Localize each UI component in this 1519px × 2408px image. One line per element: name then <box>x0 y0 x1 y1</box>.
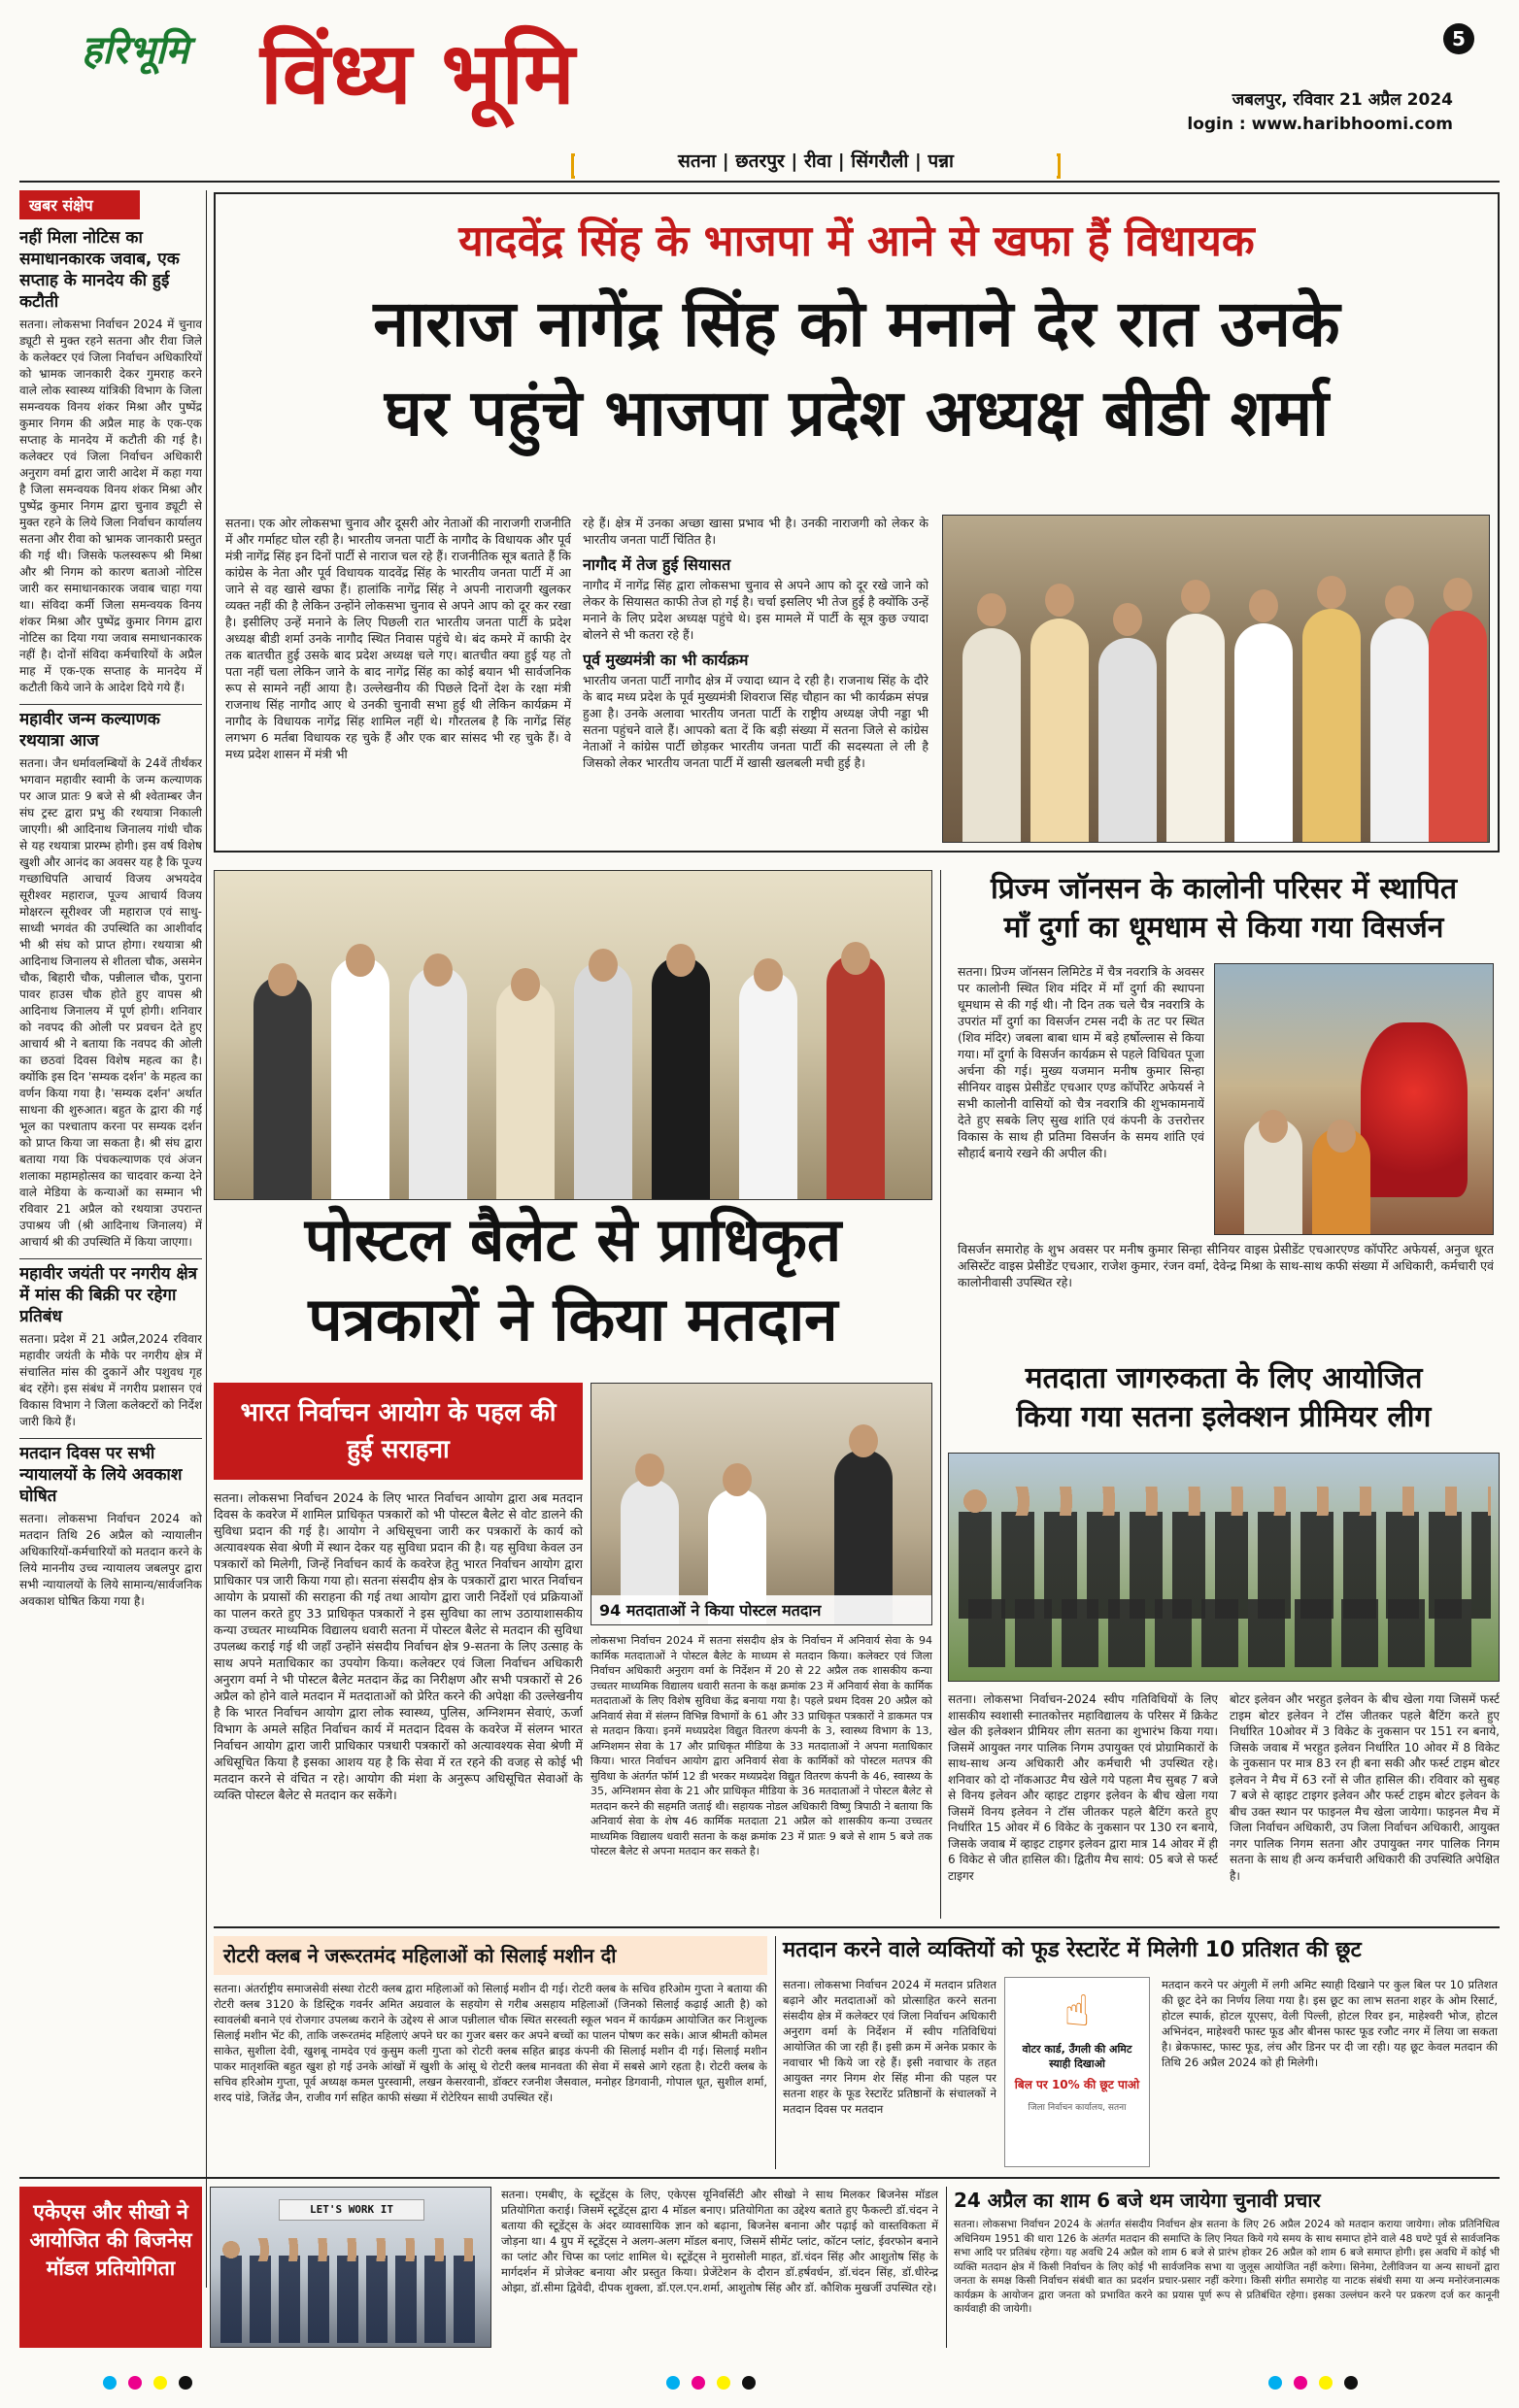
registration-dot <box>103 2376 117 2390</box>
cricket-headline-line1: मतदाता जागरुकता के लिए आयोजित <box>1025 1361 1423 1395</box>
registration-dots-right <box>1263 2375 1364 2393</box>
campaign-headline: 24 अप्रैल का शाम 6 बजे थम जायेगा चुनावी प्रचार <box>954 2189 1321 2212</box>
column-rule <box>940 870 941 1919</box>
sidebar-item <box>19 704 202 1251</box>
postal-main-photo <box>214 870 932 1200</box>
postal-headline-line1: पोस्टल बैलेट से प्राधिकृत <box>304 1204 842 1275</box>
business-photo <box>210 2187 491 2348</box>
lead-photo <box>942 515 1490 843</box>
sidebar-rule <box>206 190 207 2288</box>
dateline: जबलपुर, रविवार 21 अप्रैल 2024 <box>1232 90 1453 110</box>
registration-dot <box>179 2376 192 2390</box>
registration-dot <box>692 2376 705 2390</box>
lead-headline-line2: घर पहुंचे भाजपा प्रदेश अध्यक्ष बीडी शर्मा <box>384 376 1330 451</box>
food-col2: मतदान करने पर अंगुली में लगी अमिट स्याही दिखाने पर कुल बिल पर 10 प्रतिशत की छूट देने का निर्णय लिया गया है। इस छूट का लाभ सतना शहर के ओम रिसार्ट, होटल स्पार्क, होटल यूएसए, वेली पिल्ली, होटल रिवर इन, माहेश्वरी भोज, होटल अभिनंदन, माहेश्वरी फास्ट फूड और बीनस फास्ट फूड रजौट नगर में लिया जा सकता है। ब्रेकफास्ट, फास्ट फूड, लंच और डिनर पर दी जा रही। यह छूट केवल मतदान की तिथि 26 अप्रैल 2024 को ही मिलेगी। <box>1162 1978 1498 2069</box>
postal-sidehead: भारत निर्वाचन आयोग के पहल की हुई सराहना <box>214 1383 583 1480</box>
column-rule <box>946 2187 947 2348</box>
campaign-body: सतना। लोकसभा निर्वाचन 2024 के अंतर्गत संसदीय निर्वाचन क्षेत्र सतना के लिए 26 अप्रैल 2024 को मतदान कराया जायेगा। लोक प्रतिनिधित्व अधिनियम 1951 की धारा 126 के अंतर्गत मतदान की समाप्ति के लिए नियत किये गये समय के साथ समाप्त होने वाले 48 घण्टे पूर्व से सार्वजनिक सभा आदि पर प्रतिबंध रहेगा। यह अवधि 24 अप्रैल को शाम 6 बजे से प्रारंभ होकर 26 अप्रैल को शाम 6 बजे समाप्त होगी। इस अवधि में कोई भी व्यक्ति मतदान क्षेत्र में किसी निर्वाचन के लिए कोई भी सार्वजनिक सभा या जुलूस आयोजित नहीं करेगा। सिनेमा, टेलीविजन या अन्य साधनों द्वारा जनता के समक्ष किसी निर्वाचन संबंधी बात का प्रदर्शन प्रचार-प्रसार नहीं करेगा। किसी संगीत समारोह या नाटक संबंधी समा या अन्य मनोरंजनात्मक कार्यक्रम के आयोजन द्वारा जनता को प्रभावित करने का प्रयास पूर्ण रूप से प्रतिबंधित रहेगा। इसका उल्लंघन करने पर प्रकरण दर्ज कर कानूनी कार्यवाही की जायेगी। <box>954 2219 1500 2315</box>
postal-headline-line2: पत्रकारों ने किया मतदान <box>308 1284 838 1354</box>
prism-photo <box>1214 963 1494 1235</box>
sidebar-item <box>19 227 202 696</box>
registration-dot <box>717 2376 730 2390</box>
brand-logo: हरिभूमि <box>82 27 189 73</box>
cricket-headline-line2: किया गया सतना इलेक्शन प्रीमियर लीग <box>1016 1400 1432 1434</box>
registration-dot <box>1268 2376 1282 2390</box>
registration-dot <box>1294 2376 1307 2390</box>
postal-headline <box>214 1200 932 1373</box>
business-title-box: एकेएस और सीखो ने आयोजित की बिजनेस मॉडल प्रतियोगिता <box>19 2187 202 2348</box>
cricket-col1: सतना। लोकसभा निर्वाचन-2024 स्वीप गतिविधियों के लिए शासकीय स्वशासी स्नातकोत्तर महाविद्यालय के परिसर में क्रिकेट खेल की इलेक्शन प्रीमियर लीग सतना का शुभारंभ किया गया। जिसमें आयुक्त नगर पालिक निगम उपायुक्त एवं प्रोग्रामिकारों के साथ-साथ अन्य अधिकारी और कर्मचारी भी उपस्थित रहे। शनिवार को दो नॉकआउट मैच खेले गये पहला मैच सुबह 7 बजे से विनय इलेवन और व्हाइट टाइगर इलेवन के बीच खेला गया जिसमें विनय इलेवन ने टॉस जीतकर पहले बैटिंग करते हुए निर्धारित 15 ओवर में 6 विकेट के नुकसान पर 130 रन बनाये, जिसके जवाब में व्हाइट टाइगर इलेवन द्वारा मात्र 14 ओवर में ही 6 विकेट से जीत हासिल की। द्वितीय मैच सायं: 05 बजे से फर्स्ट टाइगर <box>948 1692 1218 1883</box>
sidebar-item-title: नहीं मिला नोटिस का समाधानकारक जवाब, एक सप्ताह के मानदेय की हुई कटौती <box>19 228 180 312</box>
masthead <box>0 0 1519 180</box>
prism-story <box>948 870 1500 1336</box>
food-headline: मतदान करने वाले व्यक्तियों को फूड रेस्टारेंट में मिलेगी 10 प्रतिशत की छूट <box>783 1938 1362 1962</box>
prism-headline-line2: मॉं दुर्गा का धूमधाम से किया गया विसर्जन <box>1003 911 1444 945</box>
prism-body-2: विसर्जन समारोह के शुभ अवसर पर मनीष कुमार सिन्हा सीनियर वाइस प्रेसीडेंट एचआरएण्ड कॉर्पोरेट अफेयर्स, अनुज धूरत असिस्टेंट वाइस प्रेसीडेंट एचआर, राजेश कुमार, रंजन वर्मा, देवेन्द्र मिश्रा के साथ-साथ कफी संख्या में अधिकारी, कर्मचारी एवं कालोनीवासी उपस्थित रहे। <box>958 1242 1494 1289</box>
lead-col2 <box>583 515 928 845</box>
postal-photo-body: लोकसभा निर्वाचन 2024 में सतना संसदीय क्षेत्र के निर्वाचन में अनिवार्य सेवा के 94 कार्मिक मतदाताओं ने पोस्टल बैलेट के माध्यम से मतदान किया। कलेक्टर एवं जिला निर्वाचन अधिकारी अनुराग वर्मा के निर्देशन में 20 से 22 अप्रैल तक शासकीय कन्या उच्चतर माध्यमिक विद्यालय धवारी सतना के कक्ष क्रमांक 23 में अनिवार्य सेवा के कार्मिक मतदाताओं के लिए विशेष सुविधा केंद्र बनाया गया है। पहले प्रथम दिवस 20 अप्रैल को अनिवार्य सेवा में संलग्न विभिन्न विभागों के 61 और 33 प्राधिकृत पत्रकारों ने डाकमत पत्र से मतदान किया। इनमें मध्यप्रदेश विद्युत वितरण कंपनी के 3, स्वास्थ्य विभाग के 13, अग्निशमन सेवा के 17 और प्राधिकृत मीडिया के 33 मतदाताओं ने अपना मताधिकार किया। भारत निर्वाचन आयोग द्वारा अनिवार्य सेवा के कार्मिकों को पोस्टल मतपत्र की सुविधा के अंतर्गत फॉर्म 12 डी भरकर मध्यप्रदेश विद्युत वितरण कंपनी के 46, स्वास्थ्य के 35, अग्निशमन सेवा के 21 और प्राधिकृत मीडिया के 36 मतदाताओं ने पोस्टल बैलेट से मतदान करने की सहमति जताई थी। सहायक नोडल अधिकारी विष्णु त्रिपाठी ने बताया कि अनिवार्य सेवा के शेष 46 कार्मिक मतदाता 21 अप्रैल को शासकीय कन्या उच्चतर माध्यमिक विद्यालय धवारी सतना के कक्ष क्रमांक 23 में प्रातः 9 बजे से शाम 5 बजे तक पोस्टल बैलेट से अपना मतदान कर सकते है। <box>591 1634 932 1857</box>
sidebar-item-title: मतदान दिवस पर सभी न्यायालयों के लिये अवकाश घोषित <box>19 1444 183 1506</box>
masthead-rule <box>19 181 1500 183</box>
section-rule <box>214 1926 1500 1928</box>
voting-hand-icon: ☝ <box>1063 1987 1091 2036</box>
registration-dot <box>1344 2376 1358 2390</box>
postal-body: सतना। लोकसभा निर्वाचन 2024 के लिए भारत निर्वाचन आयोग द्वारा अब मतदान दिवस के कवरेज में शामिल प्राधिकृत पत्रकारों को भी पोस्टल बैलेट से वोट डालने की सुविधा प्रदान की गई है। आयोग ने अधिसूचना जारी कर पत्रकारों के कार्य को अत्यावश्यक सेवा श्रेणी में स्थान देकर यह सुविधा प्रदान की है। यह सुविधा केवल उन पत्रकारों को मिलेगी, जिन्हें निर्वाचन कार्य के कवरेज हेतु भारत निर्वाचन आयोग द्वारा प्राधिकार पत्र जारी किया गया हो। सतना संसदीय क्षेत्र के पत्रकारों द्वारा भारत निर्वाचन आयोग के प्रयासों की सराहना की गई तथा आयोग द्वारा जारी निर्देशों एवं प्रक्रियाओं का पालन करते हुए 33 प्राधिकृत पत्रकारों ने इस सुविधा का लाभ उठायाशासकीय कन्या उच्चतर माध्यमिक विद्यालय धवारी सतना में पोस्टल बैलेट से मतदान की सुविधा उपलब्ध कराई गई थी जहाँ उन्होंने संसदीय निर्वाचन क्षेत्र 9-सतना के लिए उत्साह के साथ अपने मताधिकार का उपयोग किया। कलेक्टर एवं जिला निर्वाचन अधिकारी अनुराग वर्मा ने भी पोस्टल बैलेट मतदान केंद्र का निरीक्षण और सभी पत्रकारों से 26 अप्रैल को होने वाले मतदान में मतदाताओं को प्रेरित करने की अपेक्षा की उल्लेखनीय है कि भारत निर्वाचन आयोग द्वारा लोक स्वास्थ्य, पुलिस, अग्निशमन सेवाएं, ऊर्जा विभाग के अमले सहित निर्वाचन कार्य में मतदान दिवस के कवरेज में संलग्न भारत निर्वाचन आयोग द्वारा जारी प्राधिकार पत्रधारी पत्रकारों को अत्यावश्यक सेवा श्रेणी में अधिसूचित किया है इसका आशय यह है कि सेवा में रत रहने की वजह से कोई भी मतदान करने से वंचित न रहे। आयोग की मंशा के अनुरूप अधिसूचित सेवाओं के व्यक्ति पोस्टल बैलेट से मतदान कर सकेंगे। <box>214 1490 583 1802</box>
business-body: सतना। एमबीए, के स्टूडेंट्स के लिए, एकेएस यूनिवर्सिटी और सीखो ने साथ मिलकर बिजनेस मॉडल प्रतियोगिता कराई। जिसमें स्टूडेंट्स द्वारा 4 मॉडल बनाए। प्रतियोगिता का उद्देश्य बताते हुए फैकल्टी डॉ.चंदन ने बताया की स्टूडेंट्स के अंदर व्यावसायिक ज्ञान को बढ़ाना, बिजनेस बनाना और पढ़ाई को वास्तविकता में जोड़ना था। 4 ग्रुप में स्टूडेंट्स ने अलग-अलग मॉडल बनाए, जिसमें सीमेंट प्लांट, कॉटन प्लांट, ईवरफोन बनाने का प्लांट और चिप्स का प्लांट शामिल थे। स्टूडेंट्स ने मुरासोली माहत, डॉ.चंदन सिंह और आशुतोष सिंह के मार्गदर्शन में प्रोजेक्ट बनाया और प्रस्तुत किया। प्रेजेंटेशन के दौरान डॉ.हर्षवर्धन, डॉ.चंदन सिंह, डॉ.धीरेन्द्र ओझा, डॉ.सीमा द्विवेदी, दीपक शुक्ला, डॉ.एल.एन.शर्मा, आशुतोष सिंह और डॉ. कौशिक मुखर्जी उपस्थित रहे। <box>501 2188 938 2294</box>
registration-dot <box>128 2376 142 2390</box>
column-rule <box>775 1936 776 2169</box>
food-card-line1: वोटर कार्ड, उँगली की अमिट स्याही दिखाओ <box>1022 2043 1132 2070</box>
sidebar-item-body: सतना। जैन धर्मावलम्बियों के 24वें तीर्थंकर भगवान महावीर स्वामी के जन्म कल्याणक पर आज प्रातः 9 बजे से श्री श्वेताम्बर जैन संघ ट्रस्ट द्वारा प्रभु की रथयात्रा निकाली जाएगी। श्री आदिनाथ जिनालय गांधी चौक से यह रथयात्रा प्रारम्भ होगी। इस वर्ष विशेष खुशी और आनंद का अवसर यह है कि पूज्य गच्छाधिपति आचार्य विजय अभयदेव सूरीश्वर महाराज, पूज्य आचार्य विजय मोक्षरत्न सूरीश्वर जी महाराज एवं साधु-साध्वी भगवंत की उपस्थिति का आशीर्वाद भी श्री संघ को प्राप्त होगा। रथयात्रा श्री आदिनाथ जिनालय से शीतला चौक, असमेन चौक, बिहारी चौक, पन्नीलाल चौक, पुराना पावर हाउस चौक होते हुए वापस श्री आदिनाथ जिनालय में पूर्ण होगी। शनिवार को नवपद की ओली पर प्रवचन देते हुए आचार्य श्री ने बताया कि नवपद की ओली का छठवां दिवस विशेष महत्व का है। क्योंकि इस दिन 'सम्यक दर्शन' के महत्व का वर्णन किया गया है। 'सम्यक दर्शन' अर्थात साधना की शुरुआत। बहुत के द्वारा की गई भूल का पश्चाताप करना पर सम्यक दर्शन को प्राप्त किया जा सकता है। श्री संघ द्वारा बताया गया कि पंचकल्याणक एवं अंजन शलाका महामहोत्सव का चादवार कन्या देने वाले मेडिया के कन्याओं का सम्मान भी रविवार 21 अप्रैल को रथयात्रा उपरान्त उपाश्रय जी (श्री आदिनाथ जिनालय) में आचार्य श्री की उपस्थिति में किया जाएगा। <box>19 756 202 1249</box>
section-title: विंध्य भूमि <box>260 22 575 123</box>
prism-headline-line1: प्रिज्म जॉनसन के कालोनी परिसर में स्थापित <box>990 872 1458 906</box>
campaign-story <box>954 2187 1500 2348</box>
registration-dot <box>153 2376 167 2390</box>
postal-photo-caption: 94 मतदाताओं ने किया पोस्टल मतदान <box>591 1595 931 1624</box>
business-banner: LET'S WORK IT <box>279 2199 424 2221</box>
cricket-story <box>948 1359 1500 1919</box>
sidebar-item <box>19 1258 202 1430</box>
sidebar-item-title: महावीर जन्म कल्याणक रथयात्रा आज <box>19 710 160 751</box>
registration-dots-left <box>97 2375 198 2393</box>
lead-story <box>214 192 1500 853</box>
cricket-photo <box>948 1453 1500 1682</box>
food-card-footer: जिला निर्वाचन कार्यालय, सतना <box>1028 2103 1127 2113</box>
prism-body: सतना। प्रिज्म जॉनसन लिमिटेड में चैत्र नवरात्रि के अवसर पर कालोनी स्थित शिव मंदिर में माँ दुर्गा की स्थापना धूमधाम से की गई थी। नौ दिन तक चले चैत्र नवरात्रि के उपरांत माँ दुर्गा का विसर्जन टमस नदी के तट पर स्थित (शिव मंदिर) जबला बाबा धाम में बड़े हर्षोल्लास से किया गया। माँ दुर्गा के विसर्जन कार्यक्रम से पहले विधिवत पूजा अर्चना की गई। मुख्य यजमान मनीष कुमार सिन्हा सीनियर वाइस प्रेसीडेंट एचआर एण्ड कॉर्पोरेट अफेयर्स ने सभी कालोनी वासियों को चैत्र नवरात्रि की शुभकामनायें देते हुए सबके लिए सुख शांति एवं कंपनी के उत्तरोत्तर विकास के साथ ही प्रतिमा विसर्जन के समय शांति एवं सौहार्द बनाये रखने की अपील की। <box>958 964 1204 1160</box>
sidebar-item-title: महावीर जयंती पर नगरीय क्षेत्र में मांस की बिक्री पर रहेगा प्रतिबंध <box>19 1264 198 1326</box>
sidebar-item-body: सतना। लोकसभा निर्वाचन 2024 को मतदान तिथि 26 अप्रैल को न्यायालीन अधिकारियों-कर्मचारियों को मतदान करने के लिये माननीय उच्च न्यायालय जबलपुर द्वारा सभी न्यायालयों के लिये सामान्य/सार्वजनिक अवकाश घोषित किया गया है। <box>19 1512 202 1608</box>
lead-col1: सतना। एक ओर लोकसभा चुनाव और दूसरी ओर नेताओं की नाराजगी राजनीति में और गर्माहट घोल रही है। भारतीय जनता पार्टी के नागौद के विधायक और पूर्व मंत्री नागेंद्र सिंह इन दिनों पार्टी से नाराज चल रहे हैं। राजनीतिक सूत्र बताते हैं कि कांग्रेस के नेता और पूर्व विधायक यादवेंद्र सिंह के भारतीय जनता पार्टी में आ जाने से वह खासे खफा हैं। हालांकि नागेंद्र सिंह ने अपनी नाराजगी खुलकर व्यक्त नहीं की है लेकिन उन्होंने लोकसभा चुनाव से अपने आप को दूर कर रखा है। इसीलिए उन्हें मनाने के लिए पिछली रात भारतीय जनता पार्टी के प्रदेश अध्यक्ष बीडी शर्मा उनके नागौद स्थित निवास पहुंचे थे। बंद कमरे में काफी देर तक बातचीत हुई उसके बाद प्रदेश अध्यक्ष चले गए। बातचीत क्या हुई यह तो पता नहीं चला लेकिन जाने के बाद नागेंद्र सिंह का कोई बयान भी सार्वजनिक रूप से सामने नहीं आया है। उल्लेखनीय की पिछले दिनों देश के रक्षा मंत्री राजनाथ सिंह नागौद आए थे उनकी चुनावी सभा हुई थी लेकिन कार्यक्रम में नागौद के विधायक नागेंद्र सिंह शामिल नहीं थे। गौरतलब है कि नागेंद्र सिंह लगभग 6 मर्तबा विधायक रह चुके हैं और एक बार सांसद भी रह चुके हैं। वे मध्य प्रदेश शासन में मंत्री भी <box>225 516 571 761</box>
lead-headline-line1: नाराज नागेंद्र सिंह को मनाने देर रात उनके <box>373 286 1340 361</box>
food-voter-card <box>1004 1977 1150 2167</box>
sidebar-label: खबर संक्षेप <box>19 190 140 219</box>
sidebar-item <box>19 1438 202 1610</box>
sidebar-item-body: सतना। लोकसभा निर्वाचन 2024 में चुनाव ड्यूटी से मुक्त रहने सतना और रीवा जिले के कलेक्टर एवं जिला निर्वाचन अधिकारियों को भ्रामक जानकारी देकर गुमराह करने वाले लोक स्वास्थ्य यांत्रिकी विभाग के जिला समन्वयक विनय शंकर मिश्रा और पुष्पेंद्र कुमार निगम की अप्रैल माह के एक-एक सप्ताह के मानदेय में कटौती की गई है। कलेक्टर एवं जिला निर्वाचन अधिकारी अनुराग वर्मा द्वारा जारी आदेश में कहा गया है जिला समन्वयक विनय शंकर मिश्रा और पुष्पेंद्र कुमार निगम द्वारा चुनाव ड्यूटी से मुक्त रहने के लिये जिला निर्वाचन कार्यालय सतना और रीवा को भ्रामक जानकारी प्रस्तुत की गई थी। जिसके फलस्वरूप श्री मिश्रा और श्री निगम को कारण बताओ नोटिस जारी कर समाधानकारक जवाब चाहा गया था। संविदा कर्मी जिला समन्वयक विनय शंकर मिश्रा और पुष्पेंद्र कुमार निगम द्वारा नोटिस का दिया गया जवाब समाधानकारक नहीं है। दोनों संविदा कर्मचारियों के अप्रैल माह में एक-एक सप्ताह के मानदेय में कटौती किये जाने के आदेश दिये गये हैं। <box>19 318 202 694</box>
registration-marks <box>0 2369 1519 2398</box>
registration-dot <box>666 2376 680 2390</box>
lead-col2-lead: रहे हैं। क्षेत्र में उनका अच्छा खासा प्रभाव भी है। उनकी नाराजगी को लेकर के भारतीय जनता पार्टी चिंतित है। <box>583 516 928 547</box>
lead-kicker: यादवेंद्र सिंह के भाजपा में आने से खफा हैं विधायक <box>458 217 1255 266</box>
district-bar-right-rule <box>1057 153 1061 179</box>
cricket-col2: बोटर इलेवन और भरहुत इलेवन के बीच खेला गया जिसमें फर्स्ट टाइम बोटर इलेवन ने टॉस जीतकर पहले बैटिंग करते हुए निर्धारित 10ओवर में 3 विकेट के नुकसान पर 151 रन बनाये, जिसके जवाब में भरहुत इलेवन निर्धारित 10 ओवर में 8 विकेट के नुकसान पर मात्र 83 रन ही बना सकी और फर्स्ट टाइम बोटर इलेवन ने मैच में 63 रनों से जीत हासिल की। रविवार को सुबह 7 बजे से व्हाइट टाइगर इलेवन और फर्स्ट टाइम बोटर इलेवन के बीच उक्त स्थान पर फाइनल मैच खेला जायेगा। फाइनल मैच में जिला निर्वाचन अधिकारी, उप जिला निर्वाचन अधिकारी, आयुक्त नगर पालिक निगम सतना और उपायुक्त नगर पालिक निगम सतना के साथ ही अन्य कर्मचारी अधिकारी की उपस्थिति अपेक्षित है। <box>1230 1692 1500 1883</box>
food-story <box>783 1936 1500 2169</box>
district-bar-left-rule <box>571 153 575 179</box>
lead-subhead-2: पूर्व मुख्यमंत्री का भी कार्यक्रम <box>583 651 749 669</box>
rotary-headline: रोटरी क्लब ने जरूरतमंद महिलाओं को सिलाई मशीन दी <box>214 1936 767 1975</box>
login-url: login : www.haribhoomi.com <box>1187 115 1453 134</box>
registration-dots-center <box>660 2375 761 2393</box>
registration-dot <box>1319 2376 1333 2390</box>
food-card-line2: बिल पर 10% की छूट पाओ <box>1014 2078 1140 2091</box>
district-bar: सतना | छतरपुर | रीवा | सिंगरौली | पन्ना <box>678 150 954 172</box>
lead-sub1-body: नागौद में नागेंद्र सिंह द्वारा लोकसभा चुनाव से अपने आप को दूर रखे जाने को लेकर के सियासत काफी तेज हो गई है। चर्चा इसलिए भी तेज हुई है क्योंकि उन्हें मनाने के लिए प्रदेश अध्यक्ष पहुंचे थे। इस मामले में पार्टी के सूत्र कुछ ज्यादा बोलने से भी कतरा रहे हैं। <box>583 578 928 642</box>
rotary-body: सतना। अंतर्राष्ट्रीय समाजसेवी संस्था रोटरी क्लब द्वारा महिलाओं को सिलाई मशीन दी गई। रोटरी क्लब के सचिव हरिओम गुप्ता ने बताया की रोटरी क्लब 3120 के डिस्ट्रिक गवर्नर अमित अग्रवाल के सहयोग से गरीब असहाय महिलाओं (जिनको सिलाई कढ़ाई आती है) को स्वावलंबी बनाने एवं रोजगार उपलब्ध कराने के उद्देश्य से आज पन्नीलाल चौक स्थित सरस्वती स्कूल भवन में कार्यक्रम आयोजित कर निःशुल्क सिलाई मशीन भेंट की, ताकि जरूरतमंद महिलाएं अपने घर का गुजर बसर कर अपने बच्चों का पालन पोषण कर सके। आज श्रीमती कोमल साकेत, सुशीला देवी, खुशबू नामदेव एवं कुसुम कली गुप्ता को रोटरी क्लब सहित ब्राइड कंपनी की सिलाई मशीन दी गई। सिलाई मशीन पाकर मातृशक्ति बहुत खुश हो गई उनके आंखों में खुशी के आंसू थे रोटरी क्लब मानवता की सेवा में सबसे आगे रहता है। रोटरी क्लब के सचिव हरिओम गुप्ता, पूर्व अध्यक्ष कमल पुरस्वामी, लखन केसरवानी, डॉक्टर रजनीश जैसवाल, मनोहर डिगवानी, गोपाल धूत, सुशील शर्मा, शरद पांडे, जितेंद्र जैन, राजीव गर्ग सहित काफी संख्या में रोटेरियन साथी उपस्थित रहें। <box>214 1982 767 2104</box>
lead-sub2-body: भारतीय जनता पार्टी नागौद क्षेत्र में ज्यादा ध्यान दे रही है। राजनाथ सिंह के दौरे के बाद मध्य प्रदेश के पूर्व मुख्यमंत्री शिवराज सिंह चौहान का भी कार्यक्रम संपन्न हुआ है। उनके अलावा भारतीय जनता पार्टी के राष्ट्रीय अध्यक्ष जेपी नड्डा भी सतना पहुंचने वाले हैं। आपको बता दें कि बड़ी संख्या में सतना जिले से कांग्रेस नेताओं ने कांग्रेस पार्टी छोड़कर भारतीय जनता पार्टी की सदस्यता ले ली है जिसको लेकर भारतीय जनता पार्टी में खासी खलबली मची हुई है। <box>583 673 928 770</box>
registration-dot <box>742 2376 756 2390</box>
sidebar <box>19 190 202 2350</box>
food-col1: सतना। लोकसभा निर्वाचन 2024 में मतदान प्रतिशत बढ़ाने और मतदाताओं को प्रोत्साहित करने सतना संसदीय क्षेत्र में कलेक्टर एवं जिला निर्वाचन अधिकारी अनुराग वर्मा के निर्देशन में स्वीप गतिविधियां आयोजित की जा रही हैं। इसी क्रम में अनेक प्रकार के नवाचार भी किये जा रहे हैं। इसी नवाचार के तहत आयुक्त नगर निगम शेर सिंह मीना की पहल पर सतना शहर के फूड रेस्टारेंट प्रतिष्ठानों के संचालकों ने मतदान दिवस पर मतदान <box>783 1978 996 2116</box>
lead-subhead-1: नागौद में तेज हुई सियासत <box>583 555 731 574</box>
page-number: 5 <box>1443 23 1474 54</box>
section-rule <box>19 2177 1500 2179</box>
sidebar-item-body: सतना। प्रदेश में 21 अप्रैल,2024 रविवार महावीर जयंती के मौके पर नगरीय क्षेत्र में संचालित मांस की दुकानें और पशुवध गृह बंद रहेंगे। इस संबंध में नगरीय प्रशासन एवं विकास विभाग ने जिला कलेक्टरों को निर्देश जारी किये हैं। <box>19 1332 202 1428</box>
postal-voting-photo <box>591 1383 932 1625</box>
rotary-story <box>214 1936 767 2169</box>
